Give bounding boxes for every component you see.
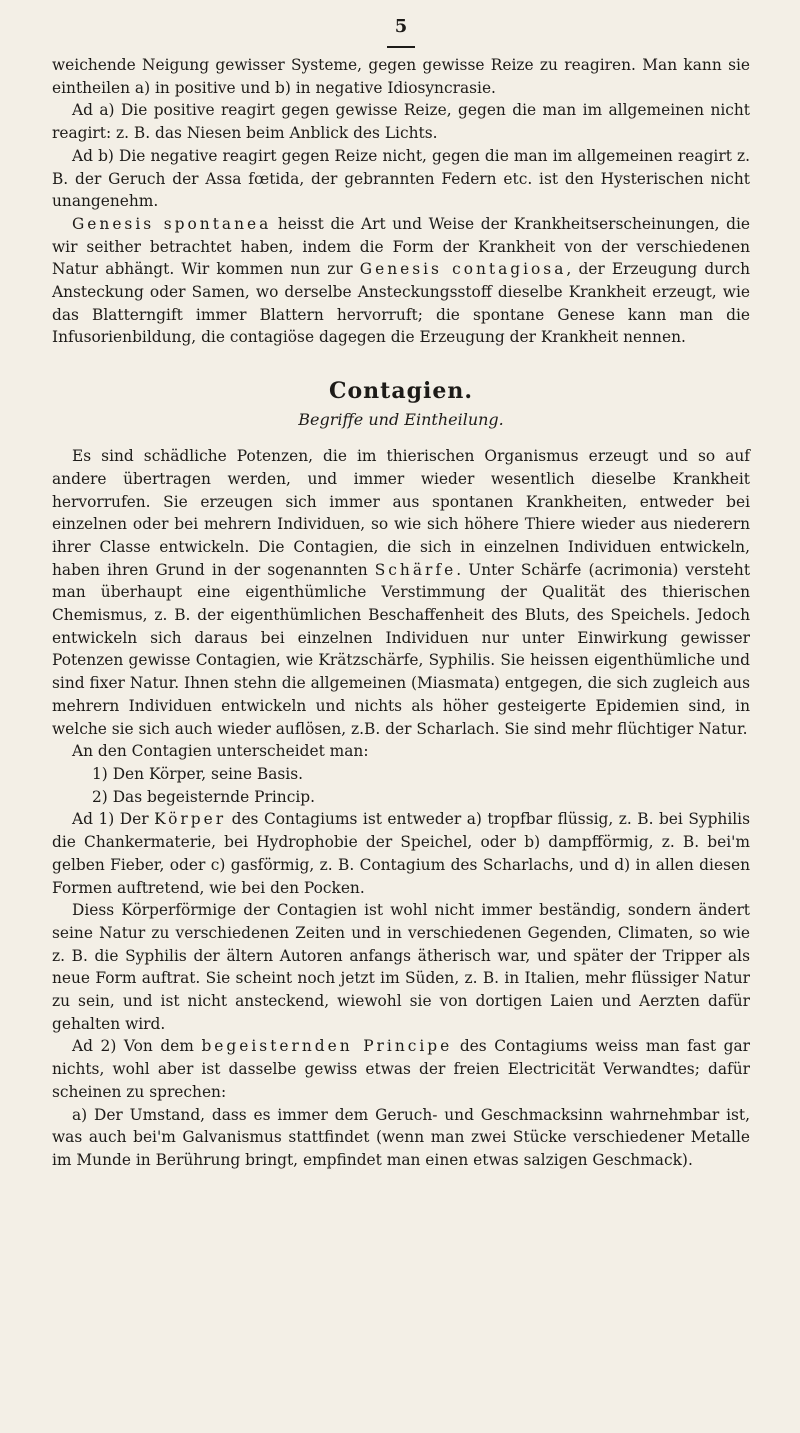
list-item-koerper: 1) Den Körper, seine Basis.: [92, 764, 303, 783]
paragraph-unterscheidung: An den Contagien unterscheidet man:: [72, 742, 369, 761]
paragraph-ad-a: Ad a) Die positive reagirt gegen gewisse Reize, gegen die man im allgemeinen nicht reagirt: z. B. das Niesen beim Anblick des Lichts.: [52, 101, 750, 143]
paragraph-umstand: a) Der Umstand, dass es immer dem Geruch- und Geschmacksinn wahrnehmbar ist, was auch bei'm Galvanismus stattfindet (wenn man zwei Stücke verschiedener Metalle im Munde in Berührung bringt, empfindet man einen etwas salzigen Geschmack).: [52, 1105, 750, 1169]
text-run: des Contagiums weiss man fast gar nichts, wohl aber ist dasselbe gewiss etwas der freien Electricität Verwandtes; dafür scheinen zu sprechen:: [52, 1037, 751, 1101]
term-genesis-contagiosa: Genesis contagiosa: [359, 260, 567, 279]
term-genesis-spontanea: Genesis spontanea: [72, 214, 272, 233]
text-run: heisst die Art und Weise der Krankheitserscheinungen, die wir seither betrachtet haben, indem die Form der Krankheit von der verschiedenen Natur abhängt. Wir kommen nun zur: [52, 214, 750, 279]
paragraph-ad-2: [52, 1035, 750, 1103]
text-run: Ad 2) Von dem: [72, 1037, 202, 1056]
list-item-princip: 2) Das begeisternde Princip.: [92, 787, 315, 806]
page-number-rule: [387, 46, 415, 48]
paragraph-ad-1: [52, 808, 750, 899]
text-run: des Contagiums ist entweder a) tropfbar flüssig, z. B. bei Syphilis die Chankermaterie, bei Hydrophobie der Speichel, oder b) dampfförmig, z. B. bei'm gelben Fieber, oder c) gasförmig, z. B. Contagium des Scharlachs, und d) in allen diesen Formen auftretend, wie bei den Pocken.: [52, 810, 751, 897]
term-koerper: Körper: [154, 810, 227, 829]
text-run: Es sind schädliche Potenzen, die im thierischen Organismus erzeugt und so auf andere übertragen werden, und immer wieder wesentlich dieselbe Krankheit hervorrufen. Sie erzeugen sich immer aus spontanen Krankheiten, entweder bei einzelnen oder bei mehrern Individuen, so wie sich höhere Thiere wieder aus niederern ihrer Classe entwickeln. Die Contagien, die sich in einzelnen Individuen entwickeln, haben ihren Grund in der sogenannten: [52, 447, 750, 579]
paragraph-genesis: [52, 213, 750, 349]
term-schaerfe: Schärfe: [374, 560, 457, 579]
paragraph-koerperfoermige: Diess Körperförmige der Contagien ist wohl nicht immer beständig, sondern ändert seine Natur zu verschiedenen Zeiten und in verschiedenen Gegenden, Climaten, so wie z. B. die Syphilis der ältern Autoren anfangs ätherisch war, und später der Tripper als neue Form auftrat. Sie scheint noch jetzt im Süden, z. B. in Italien, mehr flüssiger Natur zu sein, und ist nicht ansteckend, wiewohl sie von dortigen Laien und Aerzten dafür gehalten wird.: [52, 901, 750, 1033]
text-run: , der Erzeugung durch Ansteckung oder Samen, wo derselbe Ansteckungsstoff dieselbe Krankheit erzeugt, wie das Blatterngift immer Blattern hervorruft; die spontane Genese kann man die Infusorienbildung, die contagiöse dagegen die Erzeugung der Krankheit nennen.: [52, 260, 751, 347]
text-run: . Unter Schärfe (acrimonia) versteht man überhaupt eine eigenthümliche Verstimmung der Qualität des thierischen Chemismus, z. B. der eigenthümlichen Beschaffenheit des Bluts, des Speichels. Jedoch entwickeln sich daraus bei einzelnen Individuen nur unter Einwirkung gewisser Potenzen gewisse Contagien, wie Krätzschärfe, Syphilis. Sie heissen eigenthümliche und sind fixer Natur. Ihnen stehn die allgemeinen (Miasmata) entgegen, die sich zugleich aus mehrern Individuen entwickeln und nichts als höher gesteigerte Epidemien sind, in welche sie sich auch wieder auflösen, z.B. der Scharlach. Sie sind mehr flüchtiger Natur.: [52, 560, 751, 738]
section-heading: Contagien.: [329, 378, 473, 405]
term-begeisterndes-princip: begeisternden Principe: [201, 1037, 453, 1056]
paragraph-ad-b: Ad b) Die negative reagirt gegen Reize nicht, gegen die man im allgemeinen reagirt z. B. der Geruch der Assa fœtida, der gebrannten Federn etc. ist den Hysterischen nicht unangenehm.: [52, 146, 750, 211]
section-subheading: Begriffe und Eintheilung.: [298, 410, 504, 430]
paragraph-idiosyncrasie: weichende Neigung gewisser Systeme, gegen gewisse Reize zu reagiren. Man kann sie eintheilen a) in positive und b) in negative Idiosyncrasie.: [52, 56, 750, 97]
text-run: Ad 1) Der: [72, 810, 155, 829]
paragraph-contagien-definition: [52, 445, 750, 740]
page-number: 5: [394, 16, 408, 37]
